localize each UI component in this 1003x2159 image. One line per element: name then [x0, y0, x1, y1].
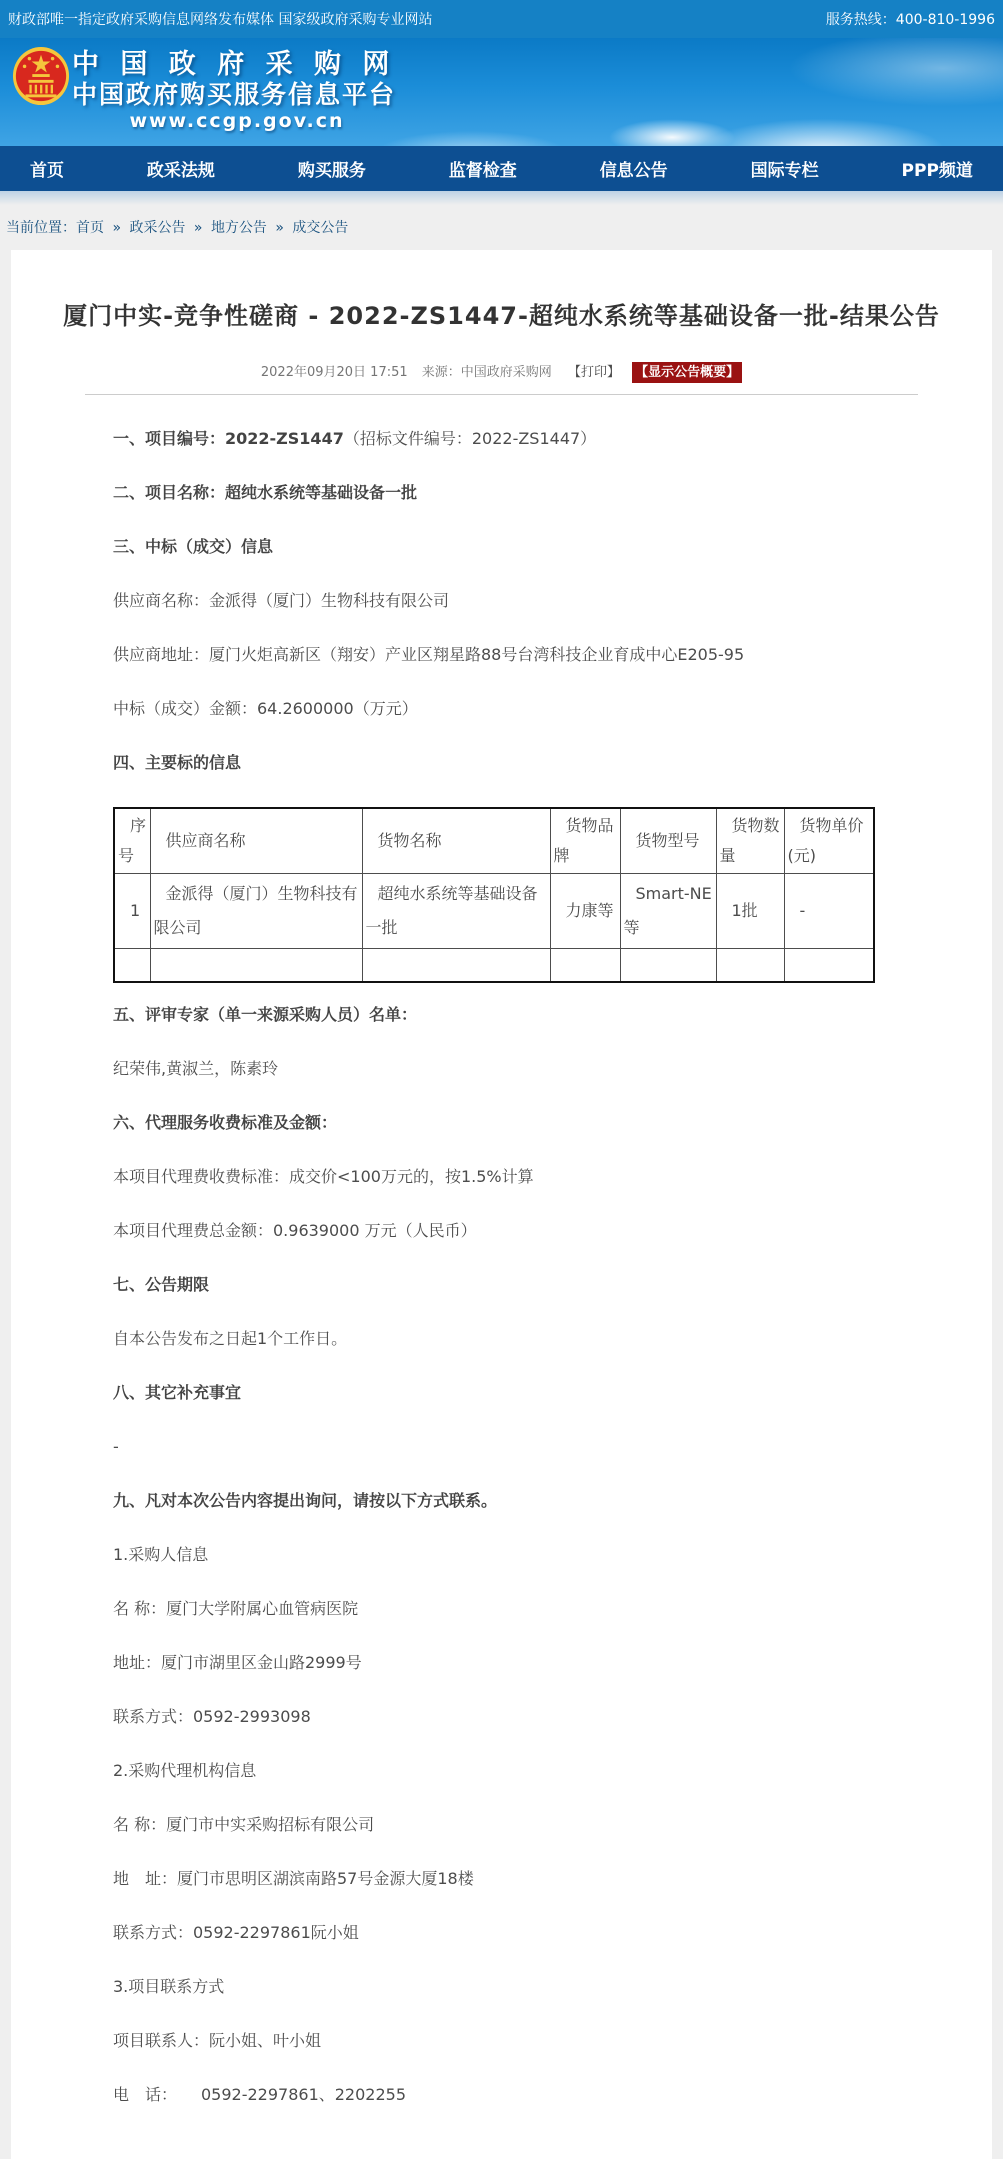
column-header: 货物名称 — [362, 808, 550, 874]
breadcrumb — [0, 205, 1003, 250]
section-heading: 五、评审专家（单一来源采购人员）名单： — [113, 1004, 418, 1024]
table-cell — [784, 949, 874, 982]
table-cell — [716, 949, 784, 982]
publish-datetime: 2022年09月20日 17:51 — [260, 365, 408, 380]
national-emblem-logo — [12, 46, 70, 108]
show-summary-button[interactable]: 【显示公告概要】 — [632, 362, 742, 383]
detail-top — [85, 429, 918, 773]
detail-bottom — [85, 1005, 918, 2105]
table-cell — [620, 949, 716, 982]
section-heading: 八、其它补充事宜 — [113, 1382, 242, 1402]
meta-divider — [85, 394, 918, 395]
topbar-slogan: 财政部唯一指定政府采购信息网络发布媒体 国家级政府采购专业网站 — [8, 12, 433, 28]
breadcrumb-link[interactable]: 成交公告 — [292, 220, 349, 236]
service-hotline: 服务热线：400-810-1996 — [825, 12, 995, 28]
table-cell: 超纯水系统等基础设备一批 — [362, 874, 550, 949]
goods-table-body — [114, 874, 874, 982]
breadcrumb-link[interactable]: 首页 — [76, 220, 104, 236]
topbar — [0, 0, 1003, 38]
breadcrumb-link[interactable]: 地方公告 — [210, 220, 267, 236]
column-header: 货物数量 — [716, 808, 784, 874]
table-cell: 金派得（厦门）生物科技有限公司 — [150, 874, 362, 949]
table-cell — [550, 949, 620, 982]
paragraph: 电 话： 0592-2297861、2202255 — [113, 2084, 407, 2104]
paragraph: 名 称：厦门市中实采购招标有限公司 — [113, 1814, 375, 1834]
breadcrumb-items — [76, 220, 348, 236]
paragraph: 中标（成交）金额：64.2600000（万元） — [113, 699, 418, 718]
site-name: 中 国 政 府 采 购 网 — [72, 49, 396, 80]
site-header — [0, 38, 1003, 146]
goods-table-header-row — [114, 808, 874, 874]
table-row — [114, 949, 874, 982]
paragraph: 联系方式：0592-2297861阮小姐 — [113, 1922, 359, 1942]
page-title: 厦门中实-竞争性磋商 - 2022-ZS1447-超纯水系统等基础设备一批-结果公告 — [63, 302, 940, 330]
nav-item[interactable]: 首页 — [30, 161, 64, 181]
breadcrumb-separator: » — [189, 220, 207, 236]
article-meta — [11, 363, 992, 382]
nav-item[interactable]: 政采法规 — [146, 161, 215, 181]
paragraph: 地址：厦门市湖里区金山路2999号 — [113, 1652, 362, 1672]
article-detail — [85, 429, 918, 2105]
print-button[interactable]: 【打印】 — [567, 365, 620, 380]
paragraph: 1.采购人信息 — [113, 1544, 209, 1564]
paragraph: 自本公告发布之日起1个工作日。 — [113, 1328, 348, 1348]
table-cell: 力康等 — [550, 874, 620, 949]
section-heading: 六、代理服务收费标准及金额： — [113, 1112, 338, 1132]
table-cell: 1 — [114, 874, 150, 949]
paragraph: 名 称：厦门大学附属心血管病医院 — [113, 1598, 359, 1618]
nav-item[interactable]: PPP频道 — [901, 161, 973, 181]
paragraph: - — [113, 1436, 119, 1456]
paragraph: 联系方式：0592-2993098 — [113, 1706, 311, 1726]
paragraph: 本项目代理费收费标准：成交价<100万元的，按1.5%计算 — [113, 1166, 534, 1186]
breadcrumb-separator: » — [108, 220, 126, 236]
column-header: 序号 — [114, 808, 150, 874]
paragraph: 项目联系人：阮小姐、叶小姐 — [113, 2030, 322, 2050]
nav-item[interactable]: 信息公告 — [599, 161, 668, 181]
breadcrumb-separator: » — [270, 220, 289, 236]
nav-fade-divider — [0, 191, 1003, 205]
source-label: 来源：中国政府采购网 — [421, 365, 552, 380]
section-heading: 四、主要标的信息 — [113, 753, 242, 772]
section-heading: 七、公告期限 — [113, 1274, 210, 1294]
header-text-block — [72, 50, 402, 134]
section-heading: 一、项目编号：2022-ZS1447（招标文件编号：2022-ZS1447） — [113, 429, 597, 448]
table-cell — [362, 949, 550, 982]
paragraph: 地 址：厦门市思明区湖滨南路57号金源大厦18楼 — [113, 1868, 474, 1888]
table-cell: 1批 — [716, 874, 784, 949]
section-heading: 二、项目名称：超纯水系统等基础设备一批 — [113, 483, 418, 502]
content-panel — [11, 250, 992, 2159]
column-header: 货物单价(元) — [784, 808, 874, 874]
column-header: 货物品牌 — [550, 808, 620, 874]
paragraph: 2.采购代理机构信息 — [113, 1760, 257, 1780]
nav-item[interactable]: 国际专栏 — [750, 161, 819, 181]
paragraph: 本项目代理费总金额：0.9639000 万元（人民币） — [113, 1220, 477, 1240]
site-url: www.ccgp.gov.cn — [129, 110, 345, 132]
paragraph: 供应商名称：金派得（厦门）生物科技有限公司 — [113, 591, 450, 610]
paragraph: 供应商地址：厦门火炬高新区（翔安）产业区翔星路88号台湾科技企业育成中心E205-95 — [113, 645, 745, 664]
paragraph: 3.项目联系方式 — [113, 1976, 225, 1996]
table-cell — [114, 949, 150, 982]
section-heading: 九、凡对本次公告内容提出询问，请按以下方式联系。 — [113, 1490, 498, 1510]
column-header: 供应商名称 — [150, 808, 362, 874]
nav-item[interactable]: 监督检查 — [448, 161, 517, 181]
table-row — [114, 874, 874, 949]
table-cell: Smart-NE等 — [620, 874, 716, 949]
table-cell: - — [784, 874, 874, 949]
goods-table — [113, 807, 875, 983]
breadcrumb-link[interactable]: 政采公告 — [129, 220, 186, 236]
nav-item[interactable]: 购买服务 — [297, 161, 366, 181]
breadcrumb-prefix: 当前位置： — [6, 220, 76, 236]
table-cell — [150, 949, 362, 982]
paragraph: 纪荣伟,黄淑兰，陈素玲 — [113, 1058, 279, 1078]
section-heading: 三、中标（成交）信息 — [113, 537, 274, 556]
platform-name: 中国政府购买服务信息平台 — [72, 80, 397, 109]
main-nav — [0, 146, 1003, 191]
column-header: 货物型号 — [620, 808, 716, 874]
